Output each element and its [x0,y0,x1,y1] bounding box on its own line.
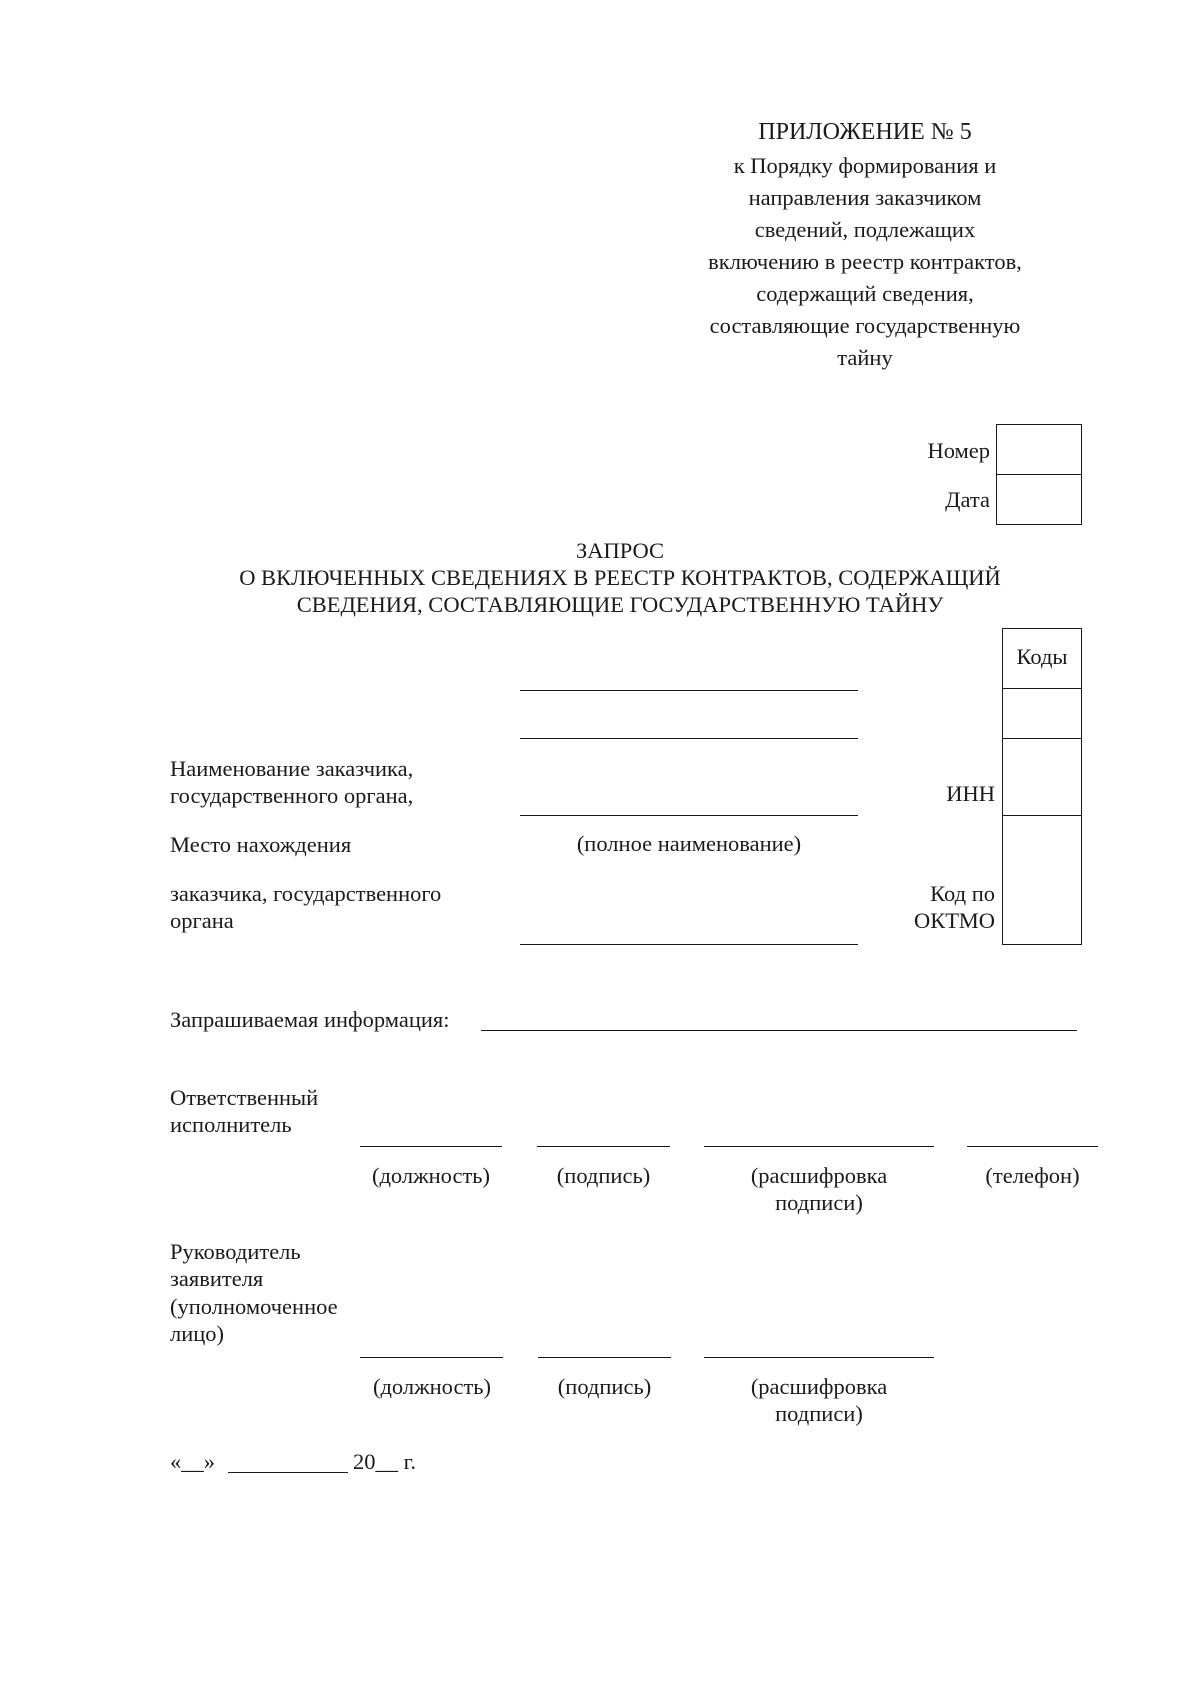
executor-decode-line[interactable] [704,1146,934,1147]
heading-line-3: СВЕДЕНИЯ, СОСТАВЛЯЮЩИЕ ГОСУДАРСТВЕННУЮ ТАЙНУ [296,592,944,617]
date-day[interactable]: «__» [170,1449,215,1474]
number-date-divider [996,474,1082,475]
executor-signature-hint: (подпись) [556,1163,651,1188]
head-decode-hint-2: подписи) [775,1401,863,1426]
head-label-2: заявителя [170,1266,264,1291]
oktmo-label-2: ОКТМО [914,908,995,933]
codes-header: Коды [1016,644,1068,669]
head-label-1: Руководитель [170,1239,301,1264]
appendix-line: включению в реестр контрактов, [708,249,1022,274]
head-position-hint: (должность) [372,1374,492,1399]
inn-label: ИНН [946,781,995,806]
full-name-hint: (полное наименование) [576,831,802,856]
appendix-line: составляющие государственную [709,313,1021,338]
appendix-line: тайну [837,345,893,370]
appendix-line: сведений, подлежащих [754,217,976,242]
executor-label-2: исполнитель [170,1112,292,1137]
head-decode-line[interactable] [704,1357,934,1358]
executor-phone-line[interactable] [967,1146,1098,1147]
head-signature-line[interactable] [538,1357,671,1358]
date-month-line[interactable] [228,1472,348,1473]
executor-position-hint: (должность) [371,1163,491,1188]
customer-name-line-1[interactable] [520,690,858,691]
executor-decode-hint-1: (расшифровка [750,1163,888,1188]
head-label-4: лицо) [170,1321,225,1346]
appendix-line: содержащий сведения, [756,281,974,306]
inn-cell[interactable] [1002,738,1082,815]
date-year[interactable]: 20__ г. [353,1449,416,1474]
appendix-subtitle [660,150,1070,374]
customer-location-line[interactable] [520,944,858,945]
oktmo-label-1: Код по [930,881,995,906]
customer-name-label-1: Наименование заказчика, [170,756,414,781]
codes-blank-cell[interactable] [1002,688,1082,738]
head-signature-hint: (подпись) [557,1374,652,1399]
executor-decode-hint-2: подписи) [775,1190,863,1215]
head-label-3: (уполномоченное [170,1294,338,1319]
executor-phone-hint: (телефон) [985,1163,1080,1188]
location-label-3: органа [170,908,234,933]
date-label: Дата [945,487,990,512]
location-label-2: заказчика, государственного [170,881,442,906]
head-decode-hint-1: (расшифровка [750,1374,888,1399]
number-label: Номер [927,438,990,463]
customer-name-line-2[interactable] [520,738,858,739]
appendix-line: направления заказчиком [748,185,982,210]
appendix-line: к Порядку формирования и [733,153,997,178]
heading-line-1: ЗАПРОС [575,538,665,563]
executor-signature-line[interactable] [537,1146,670,1147]
requested-label: Запрашиваемая информация: [170,1007,450,1032]
requested-line[interactable] [481,1030,1077,1031]
oktmo-cell[interactable] [1002,815,1082,945]
executor-label-1: Ответственный [170,1085,319,1110]
head-position-line[interactable] [360,1357,503,1358]
heading-line-2: О ВКЛЮЧЕННЫХ СВЕДЕНИЯХ В РЕЕСТР КОНТРАКТОВ, СОДЕРЖАЩИЙ [239,565,1001,590]
customer-name-label-2: государственного органа, [170,783,414,808]
executor-position-line[interactable] [360,1146,502,1147]
location-label: Место нахождения [170,832,352,857]
customer-name-line-3[interactable] [520,815,858,816]
appendix-title: ПРИЛОЖЕНИЕ № 5 [758,119,972,145]
